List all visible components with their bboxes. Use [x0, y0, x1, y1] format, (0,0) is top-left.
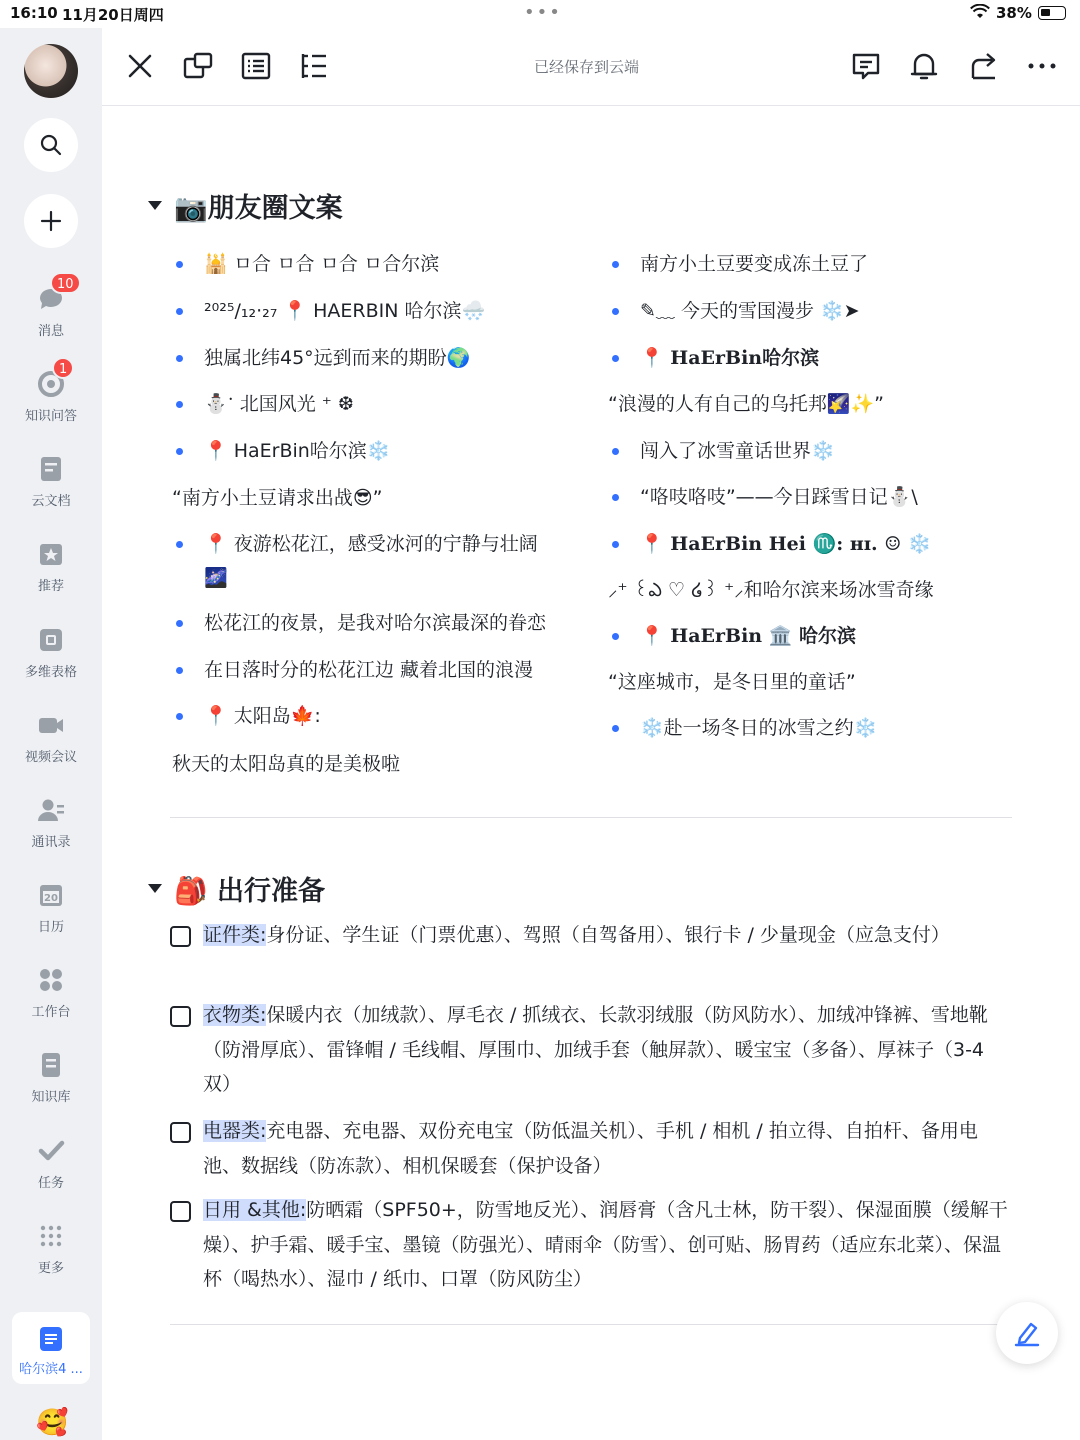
list-item[interactable]: ⛄ॱ 北国风光 ⁺ ❆ [204, 393, 354, 415]
list-item-continuation[interactable]: 🌌 [204, 567, 228, 589]
calendar-icon [36, 880, 66, 910]
sidebar-item-knowledge-qa[interactable] [0, 362, 102, 424]
multitask-dots-icon[interactable]: ••• [524, 2, 562, 23]
list-item[interactable]: 独属北纬45°远到而来的期盼🌍 [204, 347, 471, 369]
list-icon[interactable] [298, 50, 330, 82]
edit-icon [1012, 1318, 1042, 1348]
todo-item [170, 1193, 1010, 1301]
list-item[interactable]: ²⁰²⁵/₁₂·₂₇ 📍 HAERBIN 哈尔滨🌨️ [204, 300, 486, 322]
smiling-face-icon[interactable]: 🥰 [36, 1408, 69, 1438]
sidebar-item-label: 消息 [37, 324, 64, 339]
wifi-icon [970, 4, 990, 24]
doc-content [102, 106, 1080, 1440]
sidebar-item-label: 日历 [37, 920, 64, 935]
paragraph[interactable]: “南方小土豆请求出战😎” [172, 487, 383, 509]
sidebar [0, 28, 102, 1440]
contacts-icon [36, 795, 66, 825]
doc-icon [36, 454, 66, 484]
sidebar-item-label: 工作台 [31, 1005, 71, 1020]
bullet [612, 448, 619, 455]
sidebar-item-wiki[interactable] [0, 1050, 102, 1105]
battery-percent: 38% [996, 4, 1032, 22]
todo-tag: 电器类: [203, 1120, 267, 1142]
bullet [612, 725, 619, 732]
bullet [176, 620, 183, 627]
bullet [612, 541, 619, 548]
sidebar-item-label: 任务 [37, 1176, 64, 1191]
outline-icon[interactable] [240, 50, 272, 82]
bullet [176, 401, 183, 408]
list-item[interactable]: 📍 HaErBin哈尔滨 [640, 347, 820, 369]
todo-text[interactable]: 身份证、学生证（门票优惠）、驾照（自驾备用）、银行卡 / 少量现金（应急支付） [266, 924, 950, 946]
doc-toolbar [102, 28, 1080, 106]
star-box-icon [36, 539, 66, 569]
sidebar-item-label: 更多 [37, 1261, 64, 1276]
bullet [612, 494, 619, 501]
sidebar-item-label: 通讯录 [31, 835, 71, 850]
list-item[interactable]: 📍 HaErBin Hei ♏: ʜɪ. ☺ ❄️ [640, 533, 932, 555]
collapse-caret-icon[interactable] [148, 884, 162, 893]
sidebar-item-base[interactable] [0, 625, 102, 680]
book-icon [36, 1050, 66, 1080]
section-heading-moments[interactable]: 📷朋友圈文案 [148, 186, 343, 225]
paragraph[interactable]: “浪漫的人有自己的乌托邦🌠✨” [608, 393, 885, 415]
battery-icon [1038, 6, 1066, 20]
sidebar-item-workplace[interactable] [0, 965, 102, 1020]
paragraph[interactable]: “这座城市，是冬日里的童话” [608, 671, 856, 693]
table-icon [36, 625, 66, 655]
list-item[interactable]: 在日落时分的松花江边 藏着北国的浪漫 [204, 659, 534, 681]
sidebar-item-messages[interactable] [0, 277, 102, 339]
save-status: 已经保存到云端 [534, 58, 640, 76]
list-item[interactable]: 📍 HaErBin哈尔滨❄️ [204, 440, 391, 462]
sidebar-item-video-meeting[interactable] [0, 710, 102, 765]
list-item[interactable]: ❄️赴一场冬日的冰雪之约❄️ [640, 717, 878, 739]
sidebar-item-calendar[interactable] [0, 880, 102, 935]
bullet [176, 448, 183, 455]
todo-item [170, 998, 1010, 1106]
section-heading-travel-prep[interactable]: 🎒 出行准备 [148, 869, 325, 908]
todo-item [170, 1114, 1010, 1186]
sidebar-item-label: 推荐 [37, 579, 64, 594]
sidebar-item-label: 多维表格 [24, 665, 77, 680]
search-button[interactable] [24, 118, 78, 172]
bullet [176, 713, 183, 720]
share-icon[interactable] [968, 50, 1000, 82]
new-window-icon[interactable] [182, 50, 214, 82]
list-item[interactable]: 📍 HaErBin 🏛️ 哈尔滨 [640, 625, 857, 647]
bullet [176, 667, 183, 674]
more-icon[interactable] [1026, 50, 1058, 82]
bullet [612, 261, 619, 268]
sidebar-item-label: 云文档 [31, 494, 71, 509]
todo-tag: 衣物类: [203, 1004, 267, 1026]
list-item[interactable]: 🕌 ㅁ合 ㅁ合 ㅁ合 ㅁ合尔滨 [204, 253, 440, 275]
list-item[interactable]: 南方小土豆要变成冻土豆了 [640, 253, 869, 275]
apps-grid-icon [36, 965, 66, 995]
bullet [176, 261, 183, 268]
plus-icon [39, 209, 63, 233]
bullet [612, 633, 619, 640]
bullet [176, 308, 183, 315]
bullet [612, 308, 619, 315]
todo-checkbox[interactable] [170, 926, 191, 947]
sidebar-item-label: 知识库 [31, 1090, 71, 1105]
check-icon [36, 1136, 66, 1166]
sidebar-item-cloud-docs[interactable] [0, 454, 102, 509]
todo-tag: 日用 &其他: [203, 1199, 307, 1221]
todo-checkbox[interactable] [170, 1006, 191, 1027]
list-item[interactable]: 📍 太阳岛🍁: [204, 705, 321, 727]
list-item[interactable]: 📍 夜游松花江，感受冰河的宁静与壮阔 [204, 533, 538, 555]
sidebar-item-recommend[interactable] [0, 539, 102, 594]
more-grid-icon [36, 1221, 66, 1251]
todo-tag: 证件类: [203, 924, 267, 946]
todo-text[interactable]: 充电器、充电器、双份充电宝（防低温关机）、手机 / 相机 / 拍立得、自拍杆、备用电池、数据线（防冻款）、相机保暖套（保护设备） [203, 1120, 978, 1177]
doc-icon [38, 1326, 64, 1352]
bullet [612, 355, 619, 362]
paragraph[interactable]: 秋天的太阳岛真的是美极啦 [172, 753, 401, 775]
bell-icon[interactable] [908, 50, 940, 82]
list-item[interactable]: “咯吱咯吱”——今日踩雪日记⛄\ [640, 486, 918, 508]
svg-text:20: 20 [44, 893, 58, 904]
status-bar [0, 0, 1080, 28]
sidebar-active-doc[interactable] [12, 1312, 90, 1384]
status-time: 16:10 [10, 4, 58, 22]
todo-checkbox[interactable] [170, 1122, 191, 1143]
list-item[interactable]: 闯入了冰雪童话世界❄️ [640, 440, 835, 462]
search-icon [39, 133, 63, 157]
sidebar-item-more[interactable] [0, 1221, 102, 1276]
sidebar-item-tasks[interactable] [0, 1136, 102, 1191]
divider [170, 817, 1012, 818]
sidebar-item-label: 知识问答 [24, 409, 77, 424]
unread-badge: 10 [50, 272, 81, 294]
divider [170, 1324, 1012, 1325]
todo-text[interactable]: 防晒霜（SPF50+，防雪地反光）、润唇膏（含凡士林，防干裂）、保湿面膜（缓解干燥）、护手霜、暖手宝、墨镜（防强光）、晴雨伞（防雪）、创可贴、肠胃药（适应东北菜）、保温杯（喝热水）、湿巾 / 纸巾、口罩（防风防尘） [203, 1199, 1008, 1290]
status-date: 11月20日周四 [62, 6, 164, 24]
comment-icon[interactable] [850, 50, 882, 82]
avatar[interactable] [24, 44, 78, 98]
sidebar-item-label: 视频会议 [24, 750, 77, 765]
active-doc-label: 哈尔滨4 ... [19, 1362, 83, 1377]
video-camera-icon [36, 710, 66, 740]
list-item[interactable]: ✎﹏ 今天的雪国漫步 ❄️➤ [640, 300, 860, 322]
paragraph[interactable]: ⸝⁺ ꒰ఎ ♡ ໒꒱ ⁺⸝和哈尔滨来场冰雪奇缘 [608, 579, 934, 601]
unread-badge: 1 [52, 357, 74, 379]
sidebar-item-contacts[interactable] [0, 795, 102, 850]
todo-checkbox[interactable] [170, 1201, 191, 1222]
collapse-caret-icon[interactable] [148, 201, 162, 210]
todo-item [170, 918, 1010, 990]
close-icon[interactable] [124, 50, 156, 82]
todo-text[interactable]: 保暖内衣（加绒款）、厚毛衣 / 抓绒衣、长款羽绒服（防风防水）、加绒冲锋裤、雪地靴（防滑厚底）、雷锋帽 / 毛线帽、厚围巾、加绒手套（触屏款）、暖宝宝（多备）、厚袜子（3-4 双） [203, 1004, 988, 1095]
edit-button[interactable] [996, 1302, 1058, 1364]
create-button[interactable] [24, 194, 78, 248]
bullet [176, 355, 183, 362]
bullet [176, 541, 183, 548]
list-item[interactable]: 松花江的夜景，是我对哈尔滨最深的眷恋 [204, 612, 547, 634]
